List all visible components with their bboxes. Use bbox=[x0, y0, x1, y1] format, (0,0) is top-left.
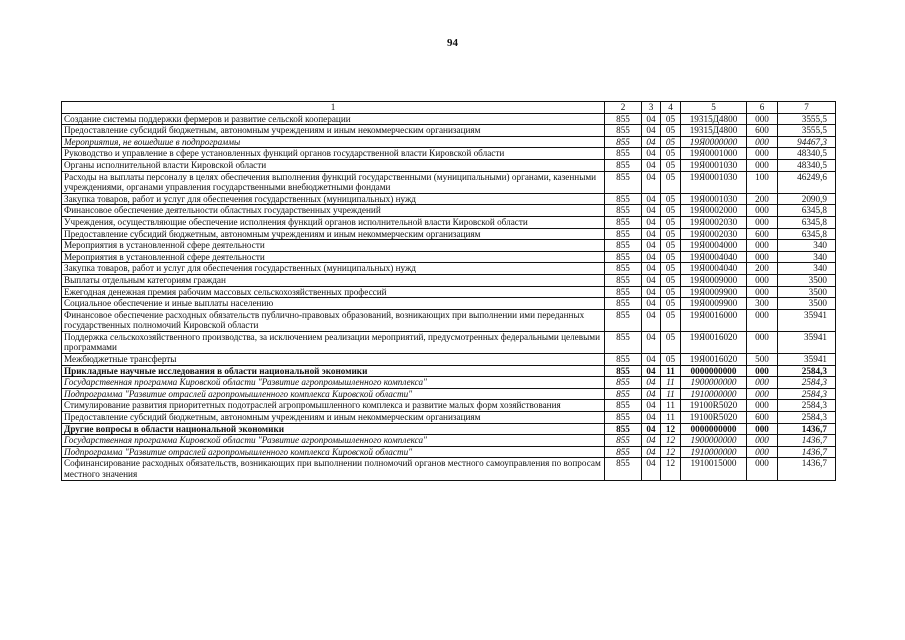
target-article-cell: 1910015000 bbox=[681, 458, 747, 480]
row-name-cell: Предоставление субсидий бюджетным, автономным учреждениям и иным некоммерческим организациям bbox=[62, 228, 605, 240]
expense-type-cell: 000 bbox=[747, 205, 778, 217]
section-cell: 04 bbox=[642, 354, 661, 366]
amount-cell: 2584,3 bbox=[778, 377, 836, 389]
table-row bbox=[62, 171, 836, 193]
expense-type-cell: 000 bbox=[747, 458, 778, 480]
page-number: 94 bbox=[447, 37, 458, 49]
section-cell: 04 bbox=[642, 205, 661, 217]
target-article-cell: 19Я0016020 bbox=[681, 331, 747, 353]
table-row bbox=[62, 377, 836, 389]
subsection-cell: 05 bbox=[661, 286, 681, 298]
expense-type-cell: 000 bbox=[747, 423, 778, 435]
admin-code-cell: 855 bbox=[605, 354, 642, 366]
table-row bbox=[62, 216, 836, 228]
amount-cell: 2584,3 bbox=[778, 412, 836, 424]
amount-cell: 48340,5 bbox=[778, 159, 836, 171]
amount-cell: 3500 bbox=[778, 298, 836, 310]
section-cell: 04 bbox=[642, 286, 661, 298]
admin-code-cell: 855 bbox=[605, 159, 642, 171]
expense-type-cell: 300 bbox=[747, 298, 778, 310]
table-row bbox=[62, 205, 836, 217]
expense-type-cell: 000 bbox=[747, 331, 778, 353]
section-cell: 04 bbox=[642, 216, 661, 228]
admin-code-cell: 855 bbox=[605, 205, 642, 217]
subsection-cell: 11 bbox=[661, 412, 681, 424]
target-article-cell: 1900000000 bbox=[681, 377, 747, 389]
target-article-cell: 19Я0001030 bbox=[681, 193, 747, 205]
table-row bbox=[62, 286, 836, 298]
header-cell: 2 bbox=[605, 102, 642, 114]
target-article-cell: 1900000000 bbox=[681, 435, 747, 447]
amount-cell: 94467,3 bbox=[778, 136, 836, 148]
subsection-cell: 05 bbox=[661, 309, 681, 331]
target-article-cell: 0000000000 bbox=[681, 365, 747, 377]
row-name-cell: Закупка товаров, работ и услуг для обеспечения государственных (муниципальных) нужд bbox=[62, 193, 605, 205]
table-row bbox=[62, 125, 836, 137]
target-article-cell: 19Я0001030 bbox=[681, 171, 747, 193]
amount-cell: 35941 bbox=[778, 309, 836, 331]
expense-type-cell: 600 bbox=[747, 125, 778, 137]
table-row bbox=[62, 298, 836, 310]
expense-type-cell: 000 bbox=[747, 159, 778, 171]
expense-type-cell: 000 bbox=[747, 113, 778, 125]
subsection-cell: 05 bbox=[661, 113, 681, 125]
expense-type-cell: 000 bbox=[747, 251, 778, 263]
section-cell: 04 bbox=[642, 458, 661, 480]
section-cell: 04 bbox=[642, 423, 661, 435]
admin-code-cell: 855 bbox=[605, 216, 642, 228]
admin-code-cell: 855 bbox=[605, 400, 642, 412]
section-cell: 04 bbox=[642, 193, 661, 205]
target-article-cell: 19Я0000000 bbox=[681, 136, 747, 148]
amount-cell: 2584,3 bbox=[778, 365, 836, 377]
subsection-cell: 05 bbox=[661, 354, 681, 366]
row-name-cell: Государственная программа Кировской области "Развитие агропромышленного комплекса" bbox=[62, 435, 605, 447]
target-article-cell: 1910000000 bbox=[681, 446, 747, 458]
admin-code-cell: 855 bbox=[605, 446, 642, 458]
target-article-cell: 19Я0002030 bbox=[681, 216, 747, 228]
table-row bbox=[62, 159, 836, 171]
amount-cell: 1436,7 bbox=[778, 423, 836, 435]
subsection-cell: 05 bbox=[661, 216, 681, 228]
target-article-cell: 19Я0004040 bbox=[681, 263, 747, 275]
amount-cell: 46249,6 bbox=[778, 171, 836, 193]
admin-code-cell: 855 bbox=[605, 298, 642, 310]
expense-type-cell: 600 bbox=[747, 412, 778, 424]
section-cell: 04 bbox=[642, 113, 661, 125]
admin-code-cell: 855 bbox=[605, 228, 642, 240]
admin-code-cell: 855 bbox=[605, 377, 642, 389]
section-cell: 04 bbox=[642, 263, 661, 275]
expense-type-cell: 000 bbox=[747, 435, 778, 447]
subsection-cell: 12 bbox=[661, 423, 681, 435]
section-cell: 04 bbox=[642, 400, 661, 412]
admin-code-cell: 855 bbox=[605, 388, 642, 400]
table-row bbox=[62, 435, 836, 447]
row-name-cell: Предоставление субсидий бюджетным, автономным учреждениям и иным некоммерческим организациям bbox=[62, 125, 605, 137]
table-row bbox=[62, 388, 836, 400]
section-cell: 04 bbox=[642, 388, 661, 400]
expense-type-cell: 000 bbox=[747, 365, 778, 377]
subsection-cell: 12 bbox=[661, 458, 681, 480]
table-row bbox=[62, 423, 836, 435]
target-article-cell: 19Я0009900 bbox=[681, 298, 747, 310]
subsection-cell: 05 bbox=[661, 148, 681, 160]
table-row bbox=[62, 331, 836, 353]
amount-cell: 3500 bbox=[778, 274, 836, 286]
section-cell: 04 bbox=[642, 251, 661, 263]
admin-code-cell: 855 bbox=[605, 435, 642, 447]
expense-type-cell: 200 bbox=[747, 263, 778, 275]
expense-type-cell: 000 bbox=[747, 240, 778, 252]
row-name-cell: Создание системы поддержки фермеров и развитие сельской кооперации bbox=[62, 113, 605, 125]
subsection-cell: 11 bbox=[661, 365, 681, 377]
admin-code-cell: 855 bbox=[605, 148, 642, 160]
table-row bbox=[62, 136, 836, 148]
admin-code-cell: 855 bbox=[605, 193, 642, 205]
admin-code-cell: 855 bbox=[605, 240, 642, 252]
row-name-cell: Финансовое обеспечение расходных обязательств публично-правовых образований, возникающих при выполнении ими переданных государственных полномочий Кировской области bbox=[62, 309, 605, 331]
table-row bbox=[62, 228, 836, 240]
section-cell: 04 bbox=[642, 136, 661, 148]
header-cell: 7 bbox=[778, 102, 836, 114]
row-name-cell: Финансовое обеспечение деятельности областных государственных учреждений bbox=[62, 205, 605, 217]
row-name-cell: Органы исполнительной власти Кировской области bbox=[62, 159, 605, 171]
section-cell: 04 bbox=[642, 298, 661, 310]
admin-code-cell: 855 bbox=[605, 125, 642, 137]
section-cell: 04 bbox=[642, 228, 661, 240]
admin-code-cell: 855 bbox=[605, 251, 642, 263]
row-name-cell: Учреждения, осуществляющие обеспечение исполнения функций органов исполнительной власти Кировской области bbox=[62, 216, 605, 228]
expense-type-cell: 100 bbox=[747, 171, 778, 193]
amount-cell: 340 bbox=[778, 263, 836, 275]
row-name-cell: Руководство и управление в сфере установленных функций органов государственной власти Кировской области bbox=[62, 148, 605, 160]
expense-type-cell: 000 bbox=[747, 400, 778, 412]
admin-code-cell: 855 bbox=[605, 309, 642, 331]
section-cell: 04 bbox=[642, 412, 661, 424]
table-row bbox=[62, 113, 836, 125]
section-cell: 04 bbox=[642, 309, 661, 331]
admin-code-cell: 855 bbox=[605, 263, 642, 275]
subsection-cell: 05 bbox=[661, 228, 681, 240]
section-cell: 04 bbox=[642, 377, 661, 389]
table-row bbox=[62, 365, 836, 377]
subsection-cell: 05 bbox=[661, 205, 681, 217]
subsection-cell: 05 bbox=[661, 193, 681, 205]
section-cell: 04 bbox=[642, 435, 661, 447]
amount-cell: 48340,5 bbox=[778, 148, 836, 160]
expense-type-cell: 000 bbox=[747, 216, 778, 228]
table-row bbox=[62, 412, 836, 424]
subsection-cell: 05 bbox=[661, 136, 681, 148]
target-article-cell: 19Я0002000 bbox=[681, 205, 747, 217]
table-row bbox=[62, 446, 836, 458]
admin-code-cell: 855 bbox=[605, 331, 642, 353]
amount-cell: 1436,7 bbox=[778, 446, 836, 458]
target-article-cell: 19315Д4800 bbox=[681, 125, 747, 137]
table-row bbox=[62, 240, 836, 252]
section-cell: 04 bbox=[642, 446, 661, 458]
table-body bbox=[62, 102, 836, 481]
target-article-cell: 19Я0004000 bbox=[681, 240, 747, 252]
header-cell: 4 bbox=[661, 102, 681, 114]
expense-type-cell: 000 bbox=[747, 388, 778, 400]
expense-type-cell: 500 bbox=[747, 354, 778, 366]
row-name-cell: Другие вопросы в области национальной экономики bbox=[62, 423, 605, 435]
section-cell: 04 bbox=[642, 274, 661, 286]
amount-cell: 6345,8 bbox=[778, 216, 836, 228]
expense-type-cell: 000 bbox=[747, 309, 778, 331]
target-article-cell: 19100R5020 bbox=[681, 412, 747, 424]
header-cell: 5 bbox=[681, 102, 747, 114]
amount-cell: 6345,8 bbox=[778, 228, 836, 240]
target-article-cell: 19Я0016000 bbox=[681, 309, 747, 331]
target-article-cell: 19315Д4800 bbox=[681, 113, 747, 125]
table-row bbox=[62, 148, 836, 160]
admin-code-cell: 855 bbox=[605, 423, 642, 435]
row-name-cell: Мероприятия, не вошедшие в подпрограммы bbox=[62, 136, 605, 148]
admin-code-cell: 855 bbox=[605, 412, 642, 424]
amount-cell: 3555,5 bbox=[778, 113, 836, 125]
table-row bbox=[62, 309, 836, 331]
row-name-cell: Закупка товаров, работ и услуг для обеспечения государственных (муниципальных) нужд bbox=[62, 263, 605, 275]
target-article-cell: 0000000000 bbox=[681, 423, 747, 435]
row-name-cell: Выплаты отдельным категориям граждан bbox=[62, 274, 605, 286]
expense-type-cell: 000 bbox=[747, 377, 778, 389]
expense-type-cell: 000 bbox=[747, 148, 778, 160]
amount-cell: 35941 bbox=[778, 354, 836, 366]
target-article-cell: 1910000000 bbox=[681, 388, 747, 400]
target-article-cell: 19Я0009000 bbox=[681, 274, 747, 286]
subsection-cell: 11 bbox=[661, 400, 681, 412]
table-row bbox=[62, 354, 836, 366]
row-name-cell: Межбюджетные трансферты bbox=[62, 354, 605, 366]
admin-code-cell: 855 bbox=[605, 286, 642, 298]
section-cell: 04 bbox=[642, 331, 661, 353]
row-name-cell: Мероприятия в установленной сфере деятельности bbox=[62, 240, 605, 252]
target-article-cell: 19Я0004040 bbox=[681, 251, 747, 263]
amount-cell: 35941 bbox=[778, 331, 836, 353]
expense-type-cell: 200 bbox=[747, 193, 778, 205]
admin-code-cell: 855 bbox=[605, 113, 642, 125]
subsection-cell: 12 bbox=[661, 435, 681, 447]
header-cell: 6 bbox=[747, 102, 778, 114]
row-name-cell: Подпрограмма "Развитие отраслей агропромышленного комплекса Кировской области" bbox=[62, 446, 605, 458]
row-name-cell: Стимулирование развития приоритетных подотраслей агропромышленного комплекса и развитие малых форм хозяйствования bbox=[62, 400, 605, 412]
subsection-cell: 05 bbox=[661, 240, 681, 252]
table-row bbox=[62, 400, 836, 412]
row-name-cell: Мероприятия в установленной сфере деятельности bbox=[62, 251, 605, 263]
row-name-cell: Ежегодная денежная премия рабочим массовых сельскохозяйственных профессий bbox=[62, 286, 605, 298]
target-article-cell: 19100R5020 bbox=[681, 400, 747, 412]
row-name-cell: Расходы на выплаты персоналу в целях обеспечения выполнения функций государственными (муниципальными) органами, казенными учреждениями, органами управления государственными внебюджетными фондами bbox=[62, 171, 605, 193]
subsection-cell: 05 bbox=[661, 263, 681, 275]
subsection-cell: 05 bbox=[661, 298, 681, 310]
amount-cell: 3555,5 bbox=[778, 125, 836, 137]
row-name-cell: Социальное обеспечение и иные выплаты населению bbox=[62, 298, 605, 310]
row-name-cell: Софинансирование расходных обязательств, возникающих при выполнении полномочий органов местного самоуправления по вопросам местного значения bbox=[62, 458, 605, 480]
admin-code-cell: 855 bbox=[605, 458, 642, 480]
amount-cell: 340 bbox=[778, 240, 836, 252]
amount-cell: 1436,7 bbox=[778, 458, 836, 480]
table-row bbox=[62, 263, 836, 275]
amount-cell: 3500 bbox=[778, 286, 836, 298]
amount-cell: 2090,9 bbox=[778, 193, 836, 205]
target-article-cell: 19Я0001030 bbox=[681, 159, 747, 171]
subsection-cell: 12 bbox=[661, 446, 681, 458]
header-cell: 1 bbox=[62, 102, 605, 114]
admin-code-cell: 855 bbox=[605, 171, 642, 193]
expense-type-cell: 000 bbox=[747, 446, 778, 458]
table-row bbox=[62, 458, 836, 480]
target-article-cell: 19Я0001000 bbox=[681, 148, 747, 160]
row-name-cell: Поддержка сельскохозяйственного производства, за исключением реализации мероприятий, предусмотренных федеральными целевыми программами bbox=[62, 331, 605, 353]
expense-type-cell: 000 bbox=[747, 274, 778, 286]
subsection-cell: 05 bbox=[661, 251, 681, 263]
subsection-cell: 05 bbox=[661, 274, 681, 286]
target-article-cell: 19Я0002030 bbox=[681, 228, 747, 240]
section-cell: 04 bbox=[642, 240, 661, 252]
amount-cell: 6345,8 bbox=[778, 205, 836, 217]
admin-code-cell: 855 bbox=[605, 136, 642, 148]
row-name-cell: Прикладные научные исследования в области национальной экономики bbox=[62, 365, 605, 377]
subsection-cell: 05 bbox=[661, 171, 681, 193]
expense-type-cell: 000 bbox=[747, 136, 778, 148]
amount-cell: 340 bbox=[778, 251, 836, 263]
section-cell: 04 bbox=[642, 365, 661, 377]
amount-cell: 2584,3 bbox=[778, 388, 836, 400]
section-cell: 04 bbox=[642, 171, 661, 193]
amount-cell: 2584,3 bbox=[778, 400, 836, 412]
section-cell: 04 bbox=[642, 148, 661, 160]
subsection-cell: 05 bbox=[661, 159, 681, 171]
section-cell: 04 bbox=[642, 125, 661, 137]
subsection-cell: 05 bbox=[661, 331, 681, 353]
row-name-cell: Подпрограмма "Развитие отраслей агропромышленного комплекса Кировской области" bbox=[62, 388, 605, 400]
target-article-cell: 19Я0009900 bbox=[681, 286, 747, 298]
row-name-cell: Государственная программа Кировской области "Развитие агропромышленного комплекса" bbox=[62, 377, 605, 389]
subsection-cell: 05 bbox=[661, 125, 681, 137]
table-row bbox=[62, 251, 836, 263]
table-header-row bbox=[62, 102, 836, 114]
subsection-cell: 11 bbox=[661, 377, 681, 389]
target-article-cell: 19Я0016020 bbox=[681, 354, 747, 366]
subsection-cell: 11 bbox=[661, 388, 681, 400]
admin-code-cell: 855 bbox=[605, 365, 642, 377]
section-cell: 04 bbox=[642, 159, 661, 171]
budget-table bbox=[61, 101, 836, 481]
amount-cell: 1436,7 bbox=[778, 435, 836, 447]
header-cell: 3 bbox=[642, 102, 661, 114]
expense-type-cell: 000 bbox=[747, 286, 778, 298]
expense-type-cell: 600 bbox=[747, 228, 778, 240]
table-row bbox=[62, 193, 836, 205]
admin-code-cell: 855 bbox=[605, 274, 642, 286]
table-row bbox=[62, 274, 836, 286]
row-name-cell: Предоставление субсидий бюджетным, автономным учреждениям и иным некоммерческим организациям bbox=[62, 412, 605, 424]
